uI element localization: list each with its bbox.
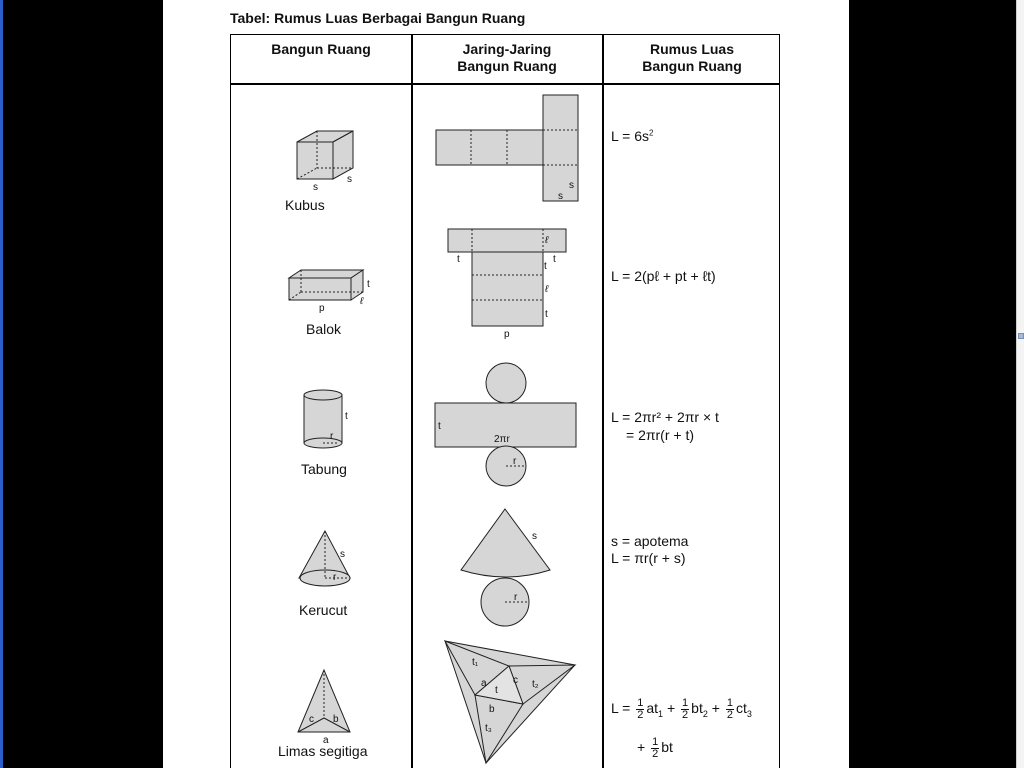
shape-name-tabung: Tabung	[301, 461, 347, 477]
label-s: s	[347, 174, 352, 185]
table-title: Tabel: Rumus Luas Berbagai Bangun Ruang	[230, 10, 526, 26]
label-t1: t₁	[472, 657, 479, 668]
label-r: r	[514, 592, 518, 603]
label-a: a	[323, 735, 329, 746]
tabung-figure	[304, 390, 342, 448]
label-a: a	[481, 678, 487, 689]
label-t: t	[457, 254, 460, 265]
formula-limas-line1: L = $\frac{1}{2}$ $at_1$ + $\frac{1}{2}$ $bt_2$ + $\frac{1}{2}$ $ct_3$	[611, 697, 752, 721]
label-t: t	[495, 685, 498, 696]
limas-figure	[298, 670, 350, 732]
label-r: r	[333, 572, 337, 583]
label-s: s	[558, 191, 563, 202]
shape-name-balok: Balok	[306, 321, 342, 337]
formula-kerucut-line2: L = πr(r + s)	[611, 550, 686, 566]
formula-balok: L = 2(pℓ + pt + ℓt)	[611, 268, 716, 284]
label-s: s	[569, 180, 574, 191]
label-t: t	[438, 421, 441, 432]
label-p: p	[319, 303, 325, 314]
label-t: t	[367, 279, 370, 290]
label-r: r	[330, 431, 334, 442]
label-l: ℓ	[545, 235, 549, 246]
figures-layer	[163, 0, 849, 768]
kerucut-net-figure	[461, 509, 550, 626]
label-t: t	[545, 309, 548, 320]
label-s: s	[313, 182, 318, 193]
balok-figure	[289, 270, 363, 300]
label-s: s	[532, 531, 537, 542]
label-2pir: 2πr	[494, 434, 510, 445]
scrollbar-thumb[interactable]	[1018, 333, 1024, 339]
label-t: t	[553, 254, 556, 265]
label-l: ℓ	[545, 284, 549, 295]
vertical-scrollbar[interactable]	[1016, 0, 1024, 768]
header-jaring-jaring: Jaring-Jaring Bangun Ruang	[457, 41, 557, 74]
cube-figure	[297, 131, 353, 179]
document-page	[163, 0, 849, 768]
formula-kubus: $L = 6s^2$	[611, 128, 654, 144]
shape-name-kubus: Kubus	[285, 197, 325, 213]
limas-net-figure	[445, 641, 575, 763]
formula-limas-line2: + $\frac{1}{2}$ bt	[637, 736, 673, 760]
label-b: b	[489, 704, 495, 715]
header-bangun-ruang: Bangun Ruang	[271, 41, 371, 57]
label-c: c	[309, 714, 314, 725]
window-left-edge	[0, 0, 3, 768]
label-t3: t₃	[485, 723, 492, 734]
label-t2: t₂	[532, 679, 539, 690]
label-l: ℓ	[360, 296, 364, 307]
formula-kerucut-line1: s = apotema	[611, 533, 689, 549]
label-p: p	[504, 329, 510, 340]
header-rumus-luas: Rumus Luas Bangun Ruang	[642, 41, 742, 74]
shape-name-kerucut: Kerucut	[299, 602, 348, 618]
label-s: s	[340, 549, 345, 560]
shape-name-limas-segitiga: Limas segitiga	[278, 743, 368, 759]
cube-net-figure	[436, 95, 578, 201]
formula-tabung-line2: = 2πr(r + t)	[626, 427, 695, 443]
balok-net-figure	[448, 229, 566, 326]
label-t: t	[544, 261, 547, 272]
label-r: r	[513, 456, 517, 467]
label-c: c	[513, 675, 518, 686]
tabung-net-figure	[435, 363, 576, 486]
label-t: t	[345, 411, 348, 422]
formula-tabung-line1: L = 2πr² + 2πr × t	[611, 409, 719, 425]
label-b: b	[333, 714, 339, 725]
